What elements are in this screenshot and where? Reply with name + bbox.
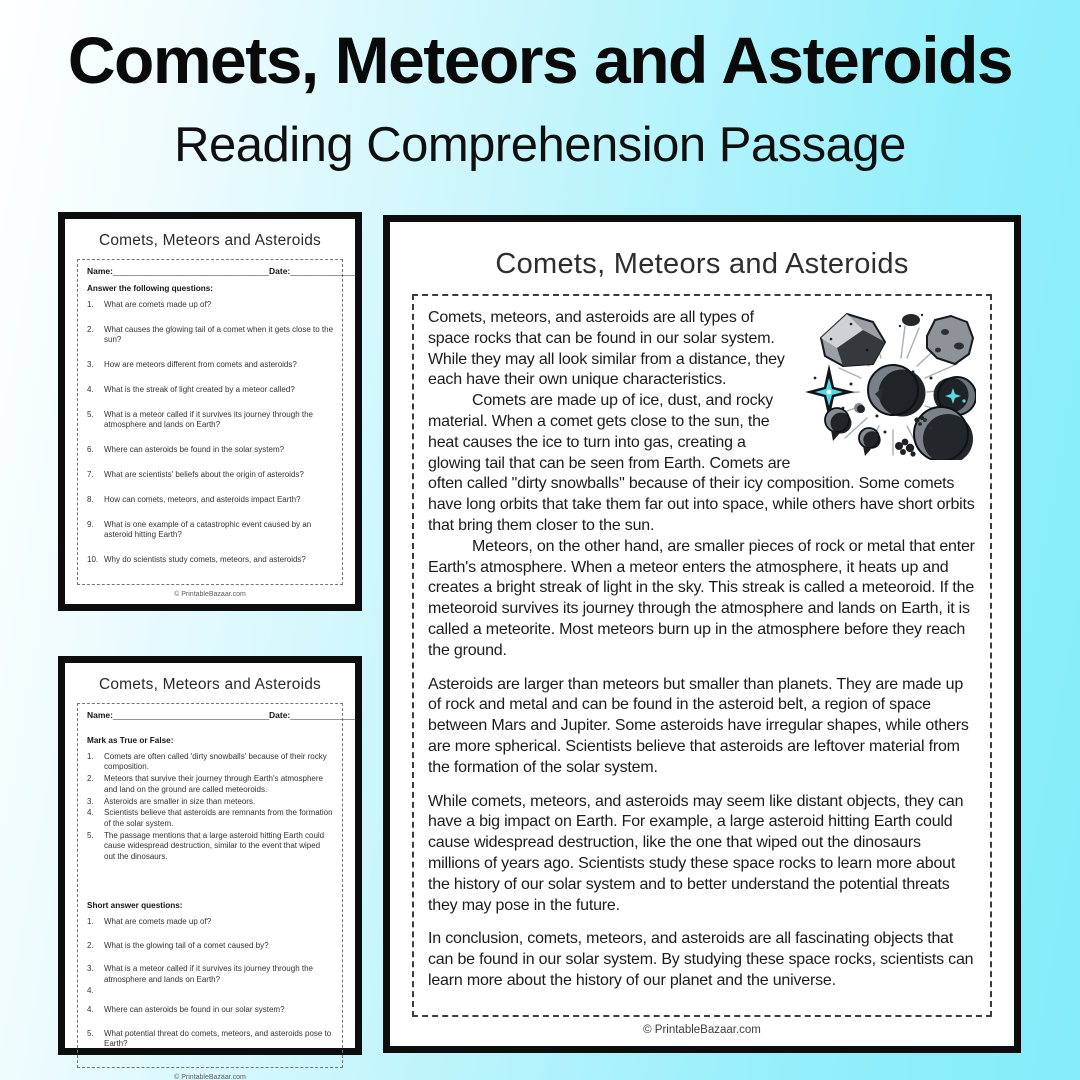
statement-number: 1. <box>87 752 94 761</box>
statement-text: Scientists believe that asteroids are remnants from the formation of the solar system. <box>104 808 333 828</box>
question-item <box>87 986 333 996</box>
question-number: 5. <box>87 1028 94 1038</box>
passage-content-box <box>412 294 992 1017</box>
question-item <box>87 964 333 985</box>
statement-number: 3. <box>87 796 94 806</box>
question-number: 1. <box>87 917 94 927</box>
question-text: How can comets, meteors, and asteroids impact Earth? <box>104 495 301 505</box>
question-number: 4. <box>87 385 94 395</box>
question-item <box>87 470 333 480</box>
date-label: Date: <box>269 710 291 720</box>
question-text: How are meteors different from comets and asteroids? <box>104 360 297 370</box>
statement-item <box>87 808 333 829</box>
worksheet-truefalse-page <box>58 656 362 1080</box>
question-number: 4. <box>87 985 94 995</box>
question-text: What is a meteor called if it survives its journey through the atmosphere and lands on Earth? <box>104 409 313 430</box>
header <box>0 0 1080 173</box>
question-text: What is the glowing tail of a comet caused by? <box>104 940 269 950</box>
question-text: What is one example of a catastrophic event caused by an asteroid hitting Earth? <box>104 519 312 540</box>
statement-text: Meteors that survive their journey through Earth's atmosphere and land on the ground are called meteoroids. <box>104 774 323 794</box>
statement-number: 4. <box>87 808 94 818</box>
question-number: 1. <box>87 300 94 309</box>
shortanswer-list <box>87 917 333 1062</box>
statement-number: 2. <box>87 774 94 784</box>
passage-paragraph: Comets, meteors, and asteroids are all types of space rocks that can be found in our solar system. While they may all look similar from a distance, they each have their own unique characteristics. <box>428 309 785 389</box>
question-number: 10. <box>87 555 99 565</box>
question-item <box>87 495 333 505</box>
question-item <box>87 1029 333 1050</box>
question-item <box>87 360 333 370</box>
worksheet-questions-page <box>58 212 362 611</box>
question-text <box>104 986 333 996</box>
passage-paragraph: While comets, meteors, and asteroids may seem like distant objects, they can have a big impact on Earth. For example, a large asteroid hitting Earth could cause widespread destruction, like the one that wiped out the dinosaurs millions of years ago. Scientists study these space rocks to learn more about the history of our solar system and to better understand the potential threats they may pose in the future. <box>428 792 964 914</box>
question-number: 2. <box>87 324 94 334</box>
name-label: Name: <box>87 710 113 720</box>
statement-text: The passage mentions that a large asteroid hitting Earth could cause widespread destruction, similar to the event that wiped out the dinosaurs. <box>104 830 325 861</box>
passage-paragraph: Asteroids are larger than meteors but smaller than planets. They are made up of rock and metal and can be found in the asteroid belt, a region of space between Mars and Jupiter. Some asteroids have irregular shapes, while others are more spherical. Scientists believe that asteroids are leftover material from the formation of the solar system. <box>428 675 969 776</box>
worksheet-content-box <box>77 259 357 585</box>
question-number: 8. <box>87 495 94 505</box>
name-blank-line: _________________________________ <box>112 266 269 276</box>
date-blank-line: ______________ <box>290 266 357 276</box>
statement-text: Asteroids are smaller in size than meteors. <box>104 796 256 806</box>
name-field <box>87 266 269 276</box>
question-text: What potential threat do comets, meteors, and asteroids pose to Earth? <box>104 1028 332 1049</box>
asteroids-illustration-icon <box>806 308 976 460</box>
name-date-row <box>87 266 357 276</box>
question-number: 9. <box>87 519 94 529</box>
question-item <box>87 385 333 395</box>
question-number: 6. <box>87 445 94 455</box>
name-field <box>87 710 269 720</box>
question-number: 3. <box>87 360 94 370</box>
passage-title: Comets, Meteors and Asteroids <box>495 248 909 280</box>
statement-item <box>87 752 333 773</box>
statement-item <box>87 831 333 862</box>
question-number: 3. <box>87 964 94 974</box>
question-text: What are comets made up of? <box>104 300 212 309</box>
question-text: Why do scientists study comets, meteors, and asteroids? <box>104 555 306 565</box>
statement-number: 5. <box>87 830 94 840</box>
date-field <box>269 710 356 720</box>
worksheet-title: Comets, Meteors and Asteroids <box>98 232 322 249</box>
question-item <box>87 445 333 455</box>
worksheet-title: Comets, Meteors and Asteroids <box>98 676 322 693</box>
name-blank-line: _________________________________ <box>112 710 269 720</box>
question-text: Where can asteroids be found in the solar system? <box>104 445 285 455</box>
question-item <box>87 300 333 310</box>
name-date-row <box>87 710 357 720</box>
statement-text: Comets are often called 'dirty snowballs' because of their rocky composition. <box>104 752 327 772</box>
question-item <box>87 1005 333 1015</box>
page-title: Comets, Meteors and Asteroids <box>67 23 1013 97</box>
question-item <box>87 325 333 346</box>
date-field <box>269 266 356 276</box>
question-item <box>87 410 333 431</box>
question-text: What causes the glowing tail of a comet when it gets close to the sun? <box>104 324 334 345</box>
page-subtitle: Reading Comprehension Passage <box>174 118 906 173</box>
question-item <box>87 941 333 951</box>
question-text: Where can asteroids be found in our solar system? <box>104 1005 285 1015</box>
statement-item <box>87 797 333 807</box>
statement-item <box>87 774 333 795</box>
question-text: What is a meteor called if it survives its journey through the atmosphere and lands on Earth? <box>104 964 313 984</box>
question-number: 4. <box>87 1005 94 1015</box>
truefalse-heading: Mark as True or False: <box>87 736 174 745</box>
copyright-footer: © PrintableBazaar.com <box>174 591 246 599</box>
passage-page <box>383 215 1021 1053</box>
date-blank-line: ______________ <box>290 710 357 720</box>
passage-paragraph: Comets are made up of ice, dust, and rocky material. When a comet gets close to the sun, the heat causes the ice to turn into gas, creating a glowing tail that can be seen from Earth. Comets are often called "dirty snowballs" because of their icy composition. Some comets have long orbits that take them far out into space, while others have short orbits that bring them closer to the sun. <box>428 392 975 534</box>
copyright-footer: © PrintableBazaar.com <box>174 1073 246 1080</box>
question-text: What are scientists' beliefs about the origin of asteroids? <box>104 470 304 480</box>
shortanswer-heading: Short answer questions: <box>87 901 183 911</box>
question-number: 5. <box>87 409 94 419</box>
question-list <box>87 300 333 580</box>
copyright-footer: © PrintableBazaar.com <box>643 1024 761 1036</box>
truefalse-list <box>87 752 333 863</box>
question-item <box>87 917 333 927</box>
passage-paragraph: Meteors, on the other hand, are smaller pieces of rock or metal that enter Earth's atmosphere. When a meteor enters the atmosphere, it heats up and creates a bright streak of light in the sky. This streak is called a meteoroid. If the meteoroid survives its journey through the atmosphere and lands on Earth, it is called a meteorite. Most meteors burn up in the atmosphere before they reach the ground. <box>428 537 975 659</box>
question-item <box>87 520 333 541</box>
question-number: 2. <box>87 940 94 950</box>
question-number: 7. <box>87 470 94 480</box>
section-heading: Answer the following questions: <box>87 284 213 293</box>
question-text: What is the streak of light created by a meteor called? <box>104 385 295 395</box>
date-label: Date: <box>269 266 291 276</box>
worksheet-content-box <box>77 703 357 1068</box>
question-item <box>87 555 333 565</box>
question-text: What are comets made up of? <box>104 917 212 927</box>
passage-paragraph: In conclusion, comets, meteors, and asteroids are all fascinating objects that can be found in our solar system. By studying these space rocks, scientists can learn more about the history of our planet and the universe. <box>428 930 974 989</box>
name-label: Name: <box>87 266 113 276</box>
